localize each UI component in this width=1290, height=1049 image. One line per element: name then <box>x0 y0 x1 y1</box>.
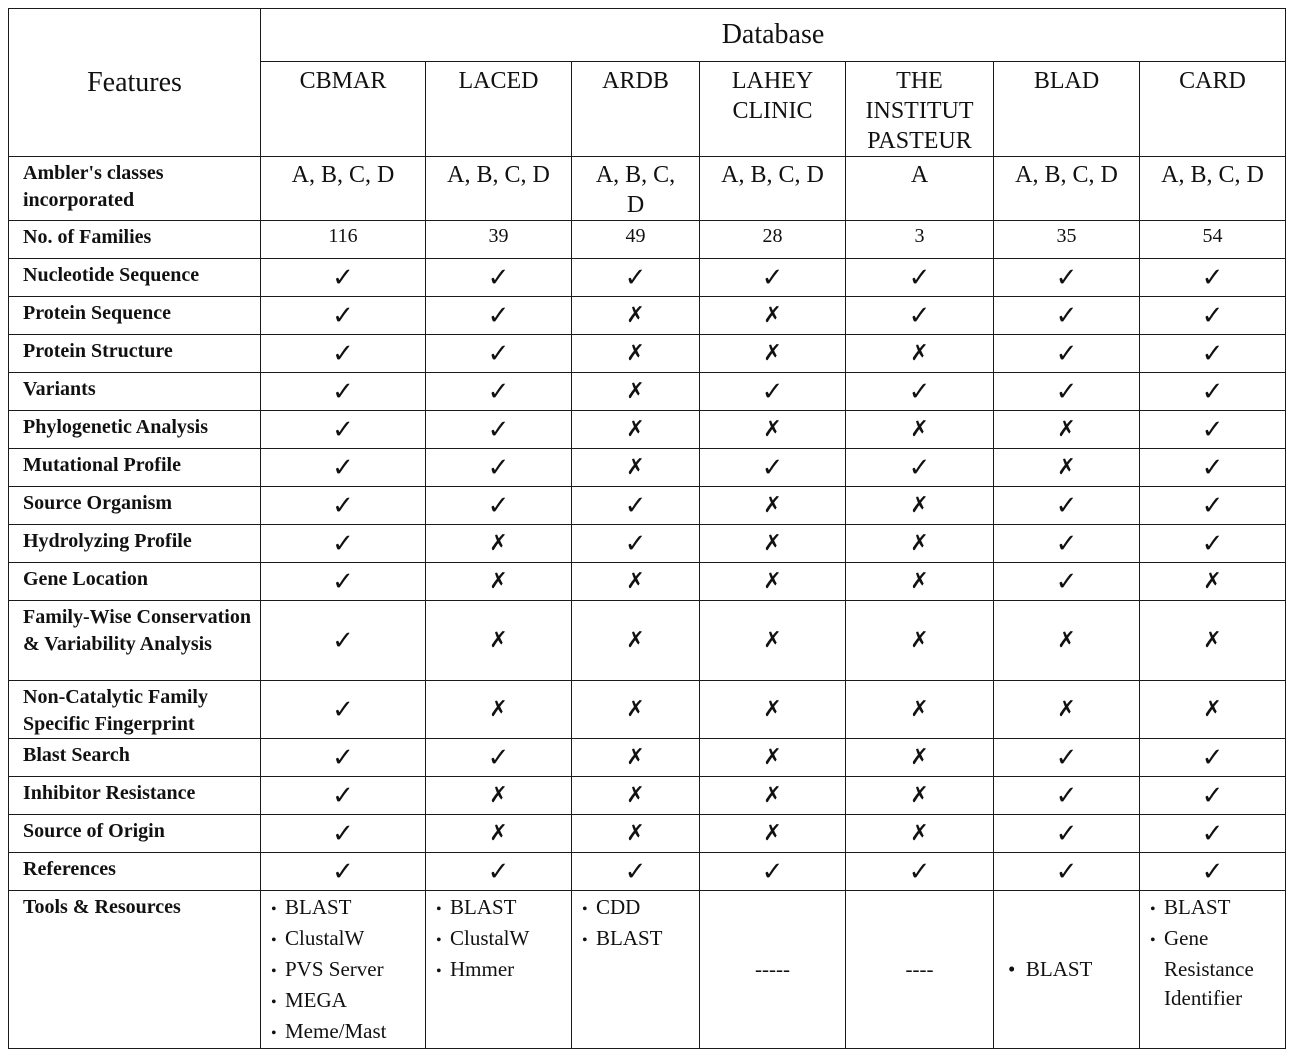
check-icon: ✓ <box>426 411 572 449</box>
check-icon: ✓ <box>1140 853 1286 891</box>
cross-icon: ✗ <box>700 525 846 563</box>
cross-icon: ✗ <box>846 601 994 681</box>
cross-icon: ✗ <box>572 739 700 777</box>
row-label: Tools & Resources <box>9 891 261 1049</box>
families-value: 39 <box>426 221 572 259</box>
check-icon: ✓ <box>426 297 572 335</box>
check-icon: ✓ <box>426 487 572 525</box>
cross-icon: ✗ <box>994 601 1140 681</box>
cross-icon: ✗ <box>572 449 700 487</box>
check-icon: ✓ <box>261 777 426 815</box>
cross-icon: ✗ <box>846 777 994 815</box>
check-icon: ✓ <box>1140 259 1286 297</box>
families-value: 28 <box>700 221 846 259</box>
cross-icon: ✗ <box>700 411 846 449</box>
col-header-ardb: ARDB <box>572 62 700 157</box>
tools-laced <box>426 891 572 1049</box>
col-header-laced: LACED <box>426 62 572 157</box>
row-label: Gene Location <box>9 563 261 601</box>
tool-item: • ClustalW <box>271 924 421 955</box>
cross-icon: ✗ <box>1140 601 1286 681</box>
check-icon: ✓ <box>1140 335 1286 373</box>
cross-icon: ✗ <box>994 449 1140 487</box>
check-icon: ✓ <box>994 525 1140 563</box>
cross-icon: ✗ <box>426 815 572 853</box>
comparison-table <box>8 8 1286 1049</box>
table-row <box>9 259 1286 297</box>
cross-icon: ✗ <box>572 411 700 449</box>
check-icon: ✓ <box>846 259 994 297</box>
table-row-tools <box>9 891 1286 1049</box>
row-label: Inhibitor Resistance <box>9 777 261 815</box>
check-icon: ✓ <box>994 739 1140 777</box>
families-value: 35 <box>994 221 1140 259</box>
check-icon: ✓ <box>700 449 846 487</box>
check-icon: ✓ <box>572 487 700 525</box>
check-icon: ✓ <box>426 853 572 891</box>
check-icon: ✓ <box>572 525 700 563</box>
check-icon: ✓ <box>426 739 572 777</box>
check-icon: ✓ <box>700 259 846 297</box>
table-row <box>9 777 1286 815</box>
col-header-cbmar: CBMAR <box>261 62 426 157</box>
feature-rows <box>9 259 1286 891</box>
check-icon: ✓ <box>994 853 1140 891</box>
col-header-pasteur: THE INSTITUT PASTEUR <box>846 62 994 157</box>
cross-icon: ✗ <box>572 601 700 681</box>
col-header-card: CARD <box>1140 62 1286 157</box>
row-label: Nucleotide Sequence <box>9 259 261 297</box>
col-header-blad: BLAD <box>994 62 1140 157</box>
cross-icon: ✗ <box>700 297 846 335</box>
amblers-value: A, B, C, D <box>261 157 426 221</box>
tool-item: • Meme/Mast <box>271 1017 421 1048</box>
check-icon: ✓ <box>426 335 572 373</box>
tool-item: • BLAST <box>271 893 421 924</box>
amblers-value: A, B, C, D <box>1140 157 1286 221</box>
col-header-lahey: LAHEY CLINIC <box>700 62 846 157</box>
row-label: References <box>9 853 261 891</box>
check-icon: ✓ <box>846 449 994 487</box>
cross-icon: ✗ <box>700 681 846 739</box>
check-icon: ✓ <box>261 411 426 449</box>
table-row <box>9 487 1286 525</box>
cross-icon: ✗ <box>846 335 994 373</box>
tools-blad: • BLAST <box>994 891 1140 1049</box>
check-icon: ✓ <box>846 373 994 411</box>
check-icon: ✓ <box>261 297 426 335</box>
check-icon: ✓ <box>1140 525 1286 563</box>
cross-icon: ✗ <box>426 681 572 739</box>
cross-icon: ✗ <box>1140 563 1286 601</box>
tools-pasteur: ---- <box>846 891 994 1049</box>
cross-icon: ✗ <box>846 487 994 525</box>
check-icon: ✓ <box>261 739 426 777</box>
check-icon: ✓ <box>846 853 994 891</box>
families-value: 49 <box>572 221 700 259</box>
table-row-amblers <box>9 157 1286 221</box>
features-header: Features <box>9 9 261 157</box>
database-header: Database <box>261 9 1286 62</box>
check-icon: ✓ <box>261 487 426 525</box>
tool-item: • ClustalW <box>436 924 567 955</box>
row-label: Mutational Profile <box>9 449 261 487</box>
tools-ardb <box>572 891 700 1049</box>
check-icon: ✓ <box>994 373 1140 411</box>
row-label: Protein Structure <box>9 335 261 373</box>
cross-icon: ✗ <box>572 777 700 815</box>
check-icon: ✓ <box>1140 777 1286 815</box>
table-row <box>9 853 1286 891</box>
cross-icon: ✗ <box>846 681 994 739</box>
table-row <box>9 739 1286 777</box>
table-row-families <box>9 221 1286 259</box>
check-icon: ✓ <box>261 373 426 411</box>
cross-icon: ✗ <box>572 681 700 739</box>
check-icon: ✓ <box>1140 487 1286 525</box>
tool-item: BLAST <box>1025 957 1093 981</box>
table-row <box>9 297 1286 335</box>
cross-icon: ✗ <box>572 373 700 411</box>
check-icon: ✓ <box>994 335 1140 373</box>
check-icon: ✓ <box>994 563 1140 601</box>
check-icon: ✓ <box>261 681 426 739</box>
amblers-value: A, B, C, D <box>426 157 572 221</box>
check-icon: ✓ <box>261 259 426 297</box>
tools-card <box>1140 891 1286 1049</box>
table-row <box>9 411 1286 449</box>
row-label: Phylogenetic Analysis <box>9 411 261 449</box>
row-label: No. of Families <box>9 221 261 259</box>
check-icon: ✓ <box>261 601 426 681</box>
cross-icon: ✗ <box>426 563 572 601</box>
tool-item: • CDD <box>582 893 695 924</box>
cross-icon: ✗ <box>572 335 700 373</box>
cross-icon: ✗ <box>426 777 572 815</box>
cross-icon: ✗ <box>700 739 846 777</box>
cross-icon: ✗ <box>426 601 572 681</box>
check-icon: ✓ <box>261 853 426 891</box>
check-icon: ✓ <box>994 815 1140 853</box>
row-label: Variants <box>9 373 261 411</box>
row-label: Ambler's classes incorporated <box>9 157 261 221</box>
cross-icon: ✗ <box>846 815 994 853</box>
cross-icon: ✗ <box>994 411 1140 449</box>
cross-icon: ✗ <box>572 297 700 335</box>
cross-icon: ✗ <box>700 601 846 681</box>
check-icon: ✓ <box>261 449 426 487</box>
table-row <box>9 601 1286 681</box>
cross-icon: ✗ <box>1140 681 1286 739</box>
families-value: 3 <box>846 221 994 259</box>
row-label: Non-Catalytic Family Specific Fingerprint <box>9 681 261 739</box>
row-label: Hydrolyzing Profile <box>9 525 261 563</box>
cross-icon: ✗ <box>700 563 846 601</box>
cross-icon: ✗ <box>846 563 994 601</box>
check-icon: ✓ <box>1140 373 1286 411</box>
row-label: Blast Search <box>9 739 261 777</box>
check-icon: ✓ <box>700 853 846 891</box>
check-icon: ✓ <box>261 335 426 373</box>
check-icon: ✓ <box>994 777 1140 815</box>
check-icon: ✓ <box>426 373 572 411</box>
check-icon: ✓ <box>1140 297 1286 335</box>
check-icon: ✓ <box>261 525 426 563</box>
table-row <box>9 525 1286 563</box>
cross-icon: ✗ <box>572 563 700 601</box>
check-icon: ✓ <box>994 487 1140 525</box>
cross-icon: ✗ <box>994 681 1140 739</box>
table-row <box>9 449 1286 487</box>
row-label: Source of Origin <box>9 815 261 853</box>
tool-item: • PVS Server <box>271 955 421 986</box>
families-value: 54 <box>1140 221 1286 259</box>
tools-cbmar <box>261 891 426 1049</box>
amblers-value: A <box>846 157 994 221</box>
table-row <box>9 335 1286 373</box>
check-icon: ✓ <box>1140 815 1286 853</box>
tools-lahey: ----- <box>700 891 846 1049</box>
check-icon: ✓ <box>994 297 1140 335</box>
cross-icon: ✗ <box>700 815 846 853</box>
row-label: Family-Wise Conservation & Variability Analysis <box>9 601 261 681</box>
tool-item: • BLAST <box>436 893 567 924</box>
check-icon: ✓ <box>572 853 700 891</box>
tool-item: • BLAST <box>582 924 695 955</box>
cross-icon: ✗ <box>846 525 994 563</box>
row-label: Source Organism <box>9 487 261 525</box>
check-icon: ✓ <box>700 373 846 411</box>
check-icon: ✓ <box>1140 449 1286 487</box>
table-row <box>9 681 1286 739</box>
table-row <box>9 563 1286 601</box>
check-icon: ✓ <box>572 259 700 297</box>
check-icon: ✓ <box>1140 739 1286 777</box>
tool-item: • MEGA <box>271 986 421 1017</box>
tool-item: • Gene Resistance Identifier <box>1150 924 1281 1013</box>
tool-item: • BLAST <box>1150 893 1281 924</box>
amblers-value: A, B, C, D <box>572 157 700 221</box>
cross-icon: ✗ <box>700 335 846 373</box>
tool-item: • Hmmer <box>436 955 567 986</box>
families-value: 116 <box>261 221 426 259</box>
cross-icon: ✗ <box>426 525 572 563</box>
cross-icon: ✗ <box>700 487 846 525</box>
check-icon: ✓ <box>846 297 994 335</box>
cross-icon: ✗ <box>700 777 846 815</box>
check-icon: ✓ <box>426 259 572 297</box>
cross-icon: ✗ <box>572 815 700 853</box>
row-label: Protein Sequence <box>9 297 261 335</box>
amblers-value: A, B, C, D <box>994 157 1140 221</box>
cross-icon: ✗ <box>846 411 994 449</box>
cross-icon: ✗ <box>846 739 994 777</box>
check-icon: ✓ <box>261 563 426 601</box>
check-icon: ✓ <box>261 815 426 853</box>
check-icon: ✓ <box>994 259 1140 297</box>
amblers-value: A, B, C, D <box>700 157 846 221</box>
table-row <box>9 373 1286 411</box>
table-row <box>9 815 1286 853</box>
check-icon: ✓ <box>1140 411 1286 449</box>
check-icon: ✓ <box>426 449 572 487</box>
